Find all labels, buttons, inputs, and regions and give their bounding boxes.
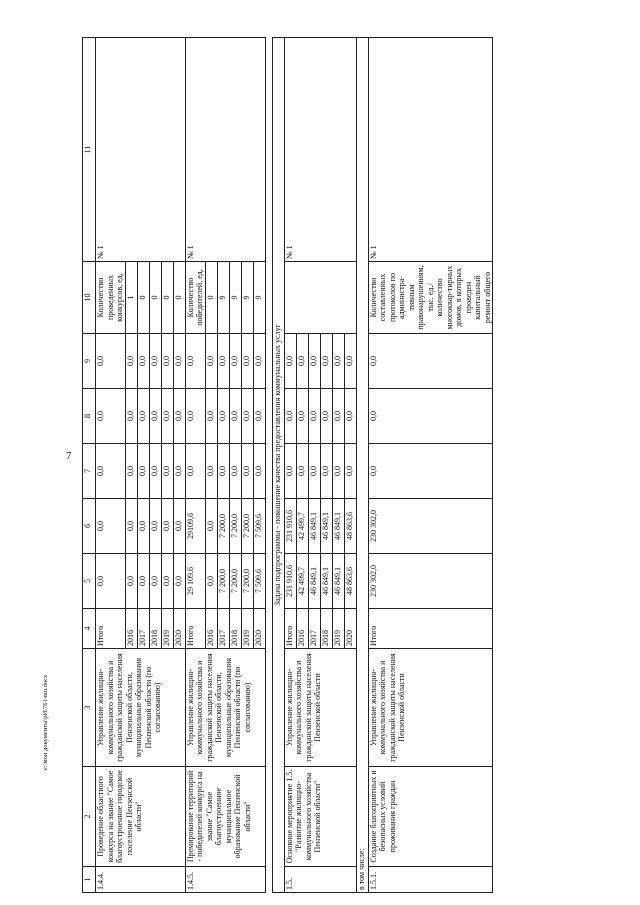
value-cell: 0,0	[320, 334, 332, 389]
value-cell: 0,0	[96, 554, 126, 609]
value-cell: 0,0	[368, 389, 493, 444]
value-cell: 0,0	[161, 334, 173, 389]
row-number: 1.5.1.	[368, 867, 493, 893]
year: 2020	[173, 609, 185, 649]
value-cell: 0,0	[149, 499, 161, 554]
value-cell: 230 302,0	[368, 499, 493, 554]
value-cell: 7 200,0	[241, 499, 253, 554]
indicator-name: Количество проведенных конкурсов, ед.	[96, 262, 126, 334]
value-cell: 42 499,7	[296, 499, 308, 554]
indicator-value: 1	[125, 262, 137, 334]
value-cell: 0,0	[332, 334, 344, 389]
col-num: 6	[83, 499, 96, 554]
value-cell: 0,0	[217, 389, 229, 444]
value-cell: 7 200,0	[229, 499, 241, 554]
col-num: 10	[83, 262, 96, 334]
table-row	[368, 38, 493, 893]
value-cell: 0,0	[137, 389, 149, 444]
value-cell: 46 849,1	[332, 499, 344, 554]
value-cell: 0,0	[241, 334, 253, 389]
indicator-value: 9	[241, 262, 253, 334]
indicator-value: 0	[137, 262, 149, 334]
row-number: 1.5.	[284, 867, 356, 893]
value-cell: 0,0	[229, 334, 241, 389]
indicator-value: 9	[229, 262, 241, 334]
value-cell: 0,0	[229, 444, 241, 499]
col-num: 1	[83, 867, 96, 893]
value-cell: 0,0	[241, 389, 253, 444]
value-cell: 0,0	[173, 554, 185, 609]
reference: № 1	[96, 38, 186, 262]
value-cell: 0,0	[344, 389, 356, 444]
year: 2019	[241, 609, 253, 649]
value-cell: 0,0	[205, 444, 217, 499]
value-cell: 7 200,0	[217, 499, 229, 554]
year: 2019	[161, 609, 173, 649]
program-activities-table	[82, 37, 493, 893]
value-cell: 0,0	[320, 444, 332, 499]
value-cell: 7 509,6	[253, 554, 265, 609]
value-cell: 0,0	[332, 444, 344, 499]
value-cell: 46 849,1	[308, 499, 320, 554]
value-cell: 0,0	[96, 499, 126, 554]
column-number-row	[83, 38, 96, 893]
value-cell: 0,0	[205, 334, 217, 389]
value-cell: 0,0	[137, 444, 149, 499]
value-cell: 231 910,6	[284, 554, 296, 609]
year: 2017	[308, 609, 320, 649]
itogo-label: Итого	[96, 609, 126, 649]
value-cell: 0,0	[205, 389, 217, 444]
year: 2018	[320, 609, 332, 649]
year: 2020	[344, 609, 356, 649]
footer-file-path: c:\мои документы\рИ\761-вш.docx	[42, 674, 49, 770]
value-cell: 7 509,6	[253, 499, 265, 554]
col-num: 3	[83, 649, 96, 767]
reference: № 1	[185, 38, 265, 262]
value-cell: 0,0	[96, 444, 126, 499]
reference: № 1	[284, 38, 356, 262]
executor: Управление жилищно-коммунального хозяйства и гражданской защиты населения Пензенской области	[284, 649, 356, 767]
value-cell: 42 499,7	[296, 554, 308, 609]
value-cell: 0,0	[137, 554, 149, 609]
activity-name: Создание благоприятных и безопасных условий проживания граждан	[368, 767, 493, 867]
value-cell: 0,0	[149, 389, 161, 444]
year: 2016	[125, 609, 137, 649]
value-cell: 230 302,0	[368, 554, 493, 609]
year: 2016	[205, 609, 217, 649]
value-cell: 0,0	[125, 444, 137, 499]
value-cell: 0,0	[125, 334, 137, 389]
col-num: 8	[83, 389, 96, 444]
row-number: 1.4.4.	[96, 867, 186, 893]
indicator-value: 9	[253, 262, 265, 334]
value-cell: 0,0	[253, 389, 265, 444]
value-cell: 29109,6	[185, 499, 205, 554]
value-cell: 231 910,6	[284, 499, 296, 554]
value-cell: 0,0	[137, 499, 149, 554]
executor: Управление жилищно-коммунального хозяйства и гражданской защиты населения Пензенской области	[368, 649, 493, 767]
value-cell: 0,0	[217, 444, 229, 499]
table-row	[185, 38, 205, 893]
value-cell: 0,0	[161, 554, 173, 609]
year: 2020	[253, 609, 265, 649]
col-num: 11	[83, 38, 96, 262]
activity-name: Премирование территорий - победителей конкурса на звание "Самое благоустроенное муниципальное образование Пензенской области"	[185, 767, 265, 867]
value-cell: 0,0	[149, 444, 161, 499]
activity-name: Основное мероприятие 1.5. "Развитие жилищно-коммунального хозяйства Пензенской области"	[284, 767, 356, 867]
indicator-value: 9	[217, 262, 229, 334]
value-cell: 0,0	[96, 334, 126, 389]
indicator-value: 0	[161, 262, 173, 334]
executor: Управление жилищно-коммунального хозяйства и гражданской защиты населения Пензенской области, муниципальные образования Пензенской области (по согласованию)	[96, 649, 186, 767]
value-cell: 0,0	[368, 334, 493, 389]
reference: № 1	[368, 38, 493, 262]
col-num: 9	[83, 334, 96, 389]
value-cell: 0,0	[284, 334, 296, 389]
value-cell: 0,0	[173, 334, 185, 389]
value-cell: 0,0	[149, 554, 161, 609]
value-cell: 46 849,1	[332, 554, 344, 609]
value-cell: 0,0	[253, 444, 265, 499]
value-cell: 46 849,1	[320, 554, 332, 609]
value-cell: 0,0	[185, 444, 205, 499]
value-cell: 0,0	[173, 389, 185, 444]
value-cell: 0,0	[284, 389, 296, 444]
value-cell: 0,0	[125, 554, 137, 609]
value-cell: 0,0	[229, 389, 241, 444]
page-number: 7	[66, 450, 72, 462]
value-cell: 0,0	[173, 444, 185, 499]
value-cell: 0,0	[185, 389, 205, 444]
value-cell: 0,0	[296, 444, 308, 499]
value-cell: 0,0	[149, 334, 161, 389]
row-number: 1.4.5.	[185, 867, 265, 893]
indicator-value: 0	[173, 262, 185, 334]
value-cell: 0,0	[173, 499, 185, 554]
year: 2017	[137, 609, 149, 649]
value-cell: 0,0	[296, 334, 308, 389]
col-num: 4	[83, 609, 96, 649]
value-cell: 0,0	[161, 499, 173, 554]
value-cell: 46 849,1	[308, 554, 320, 609]
year: 2018	[149, 609, 161, 649]
value-cell: 0,0	[96, 389, 126, 444]
indicator-name: Количество составленных протоколов по администра-тивным правонарушениям, тыс. ед./ количество многоквар-тирных домов, в которых проведен капитальный ремонт общего	[368, 262, 493, 334]
indicator-name	[284, 262, 356, 334]
table-row	[96, 38, 126, 893]
rotated-table-container	[82, 38, 602, 893]
value-cell: 7 200,0	[241, 554, 253, 609]
separator-row	[265, 38, 272, 893]
separator	[265, 38, 272, 893]
value-cell: 48 863,6	[344, 499, 356, 554]
value-cell: 0,0	[344, 334, 356, 389]
itogo-label: Итого	[284, 609, 296, 649]
itogo-label: Итого	[368, 609, 493, 649]
value-cell: 0,0	[344, 444, 356, 499]
value-cell: 0,0	[125, 499, 137, 554]
value-cell: 0,0	[368, 444, 493, 499]
indicator-value: 0	[205, 262, 217, 334]
col-num: 7	[83, 444, 96, 499]
value-cell: 0,0	[125, 389, 137, 444]
year: 2016	[296, 609, 308, 649]
value-cell: 0,0	[320, 389, 332, 444]
col-num: 5	[83, 554, 96, 609]
value-cell: 46 849,1	[320, 499, 332, 554]
value-cell: 0,0	[296, 389, 308, 444]
value-cell: 0,0	[308, 444, 320, 499]
including-label: в том числе:	[356, 38, 368, 893]
value-cell: 7 200,0	[217, 554, 229, 609]
value-cell: 0,0	[205, 499, 217, 554]
executor: Управление жилищно-коммунального хозяйства и гражданской защиты населения Пензенской области, муниципальные образования Пензенской области (по согласованию)	[185, 649, 265, 767]
task-heading: Задача подпрограммы - повышение качества предоставления коммунальных услуг	[272, 38, 284, 893]
value-cell: 29 109,6	[185, 554, 205, 609]
value-cell: 0,0	[308, 389, 320, 444]
year: 2019	[332, 609, 344, 649]
indicator-value: 0	[149, 262, 161, 334]
col-num: 2	[83, 767, 96, 867]
value-cell: 0,0	[332, 389, 344, 444]
value-cell: 0,0	[161, 389, 173, 444]
value-cell: 0,0	[205, 554, 217, 609]
value-cell: 0,0	[185, 334, 205, 389]
value-cell: 0,0	[137, 334, 149, 389]
task-heading-row	[272, 38, 284, 893]
value-cell: 0,0	[308, 334, 320, 389]
table-row	[284, 38, 296, 893]
value-cell: 0,0	[161, 444, 173, 499]
value-cell: 7 200,0	[229, 554, 241, 609]
year: 2018	[229, 609, 241, 649]
activity-name: Проведение областного конкурса на звание "Самое благоустроенное городское поселение Пензенской области"	[96, 767, 186, 867]
value-cell: 48 863,6	[344, 554, 356, 609]
year: 2017	[217, 609, 229, 649]
indicator-name: Количество победителей, ед.	[185, 262, 205, 334]
itogo-label: Итого	[185, 609, 205, 649]
value-cell: 0,0	[253, 334, 265, 389]
value-cell: 0,0	[284, 444, 296, 499]
including-row	[356, 38, 368, 893]
value-cell: 0,0	[217, 334, 229, 389]
value-cell: 0,0	[241, 444, 253, 499]
